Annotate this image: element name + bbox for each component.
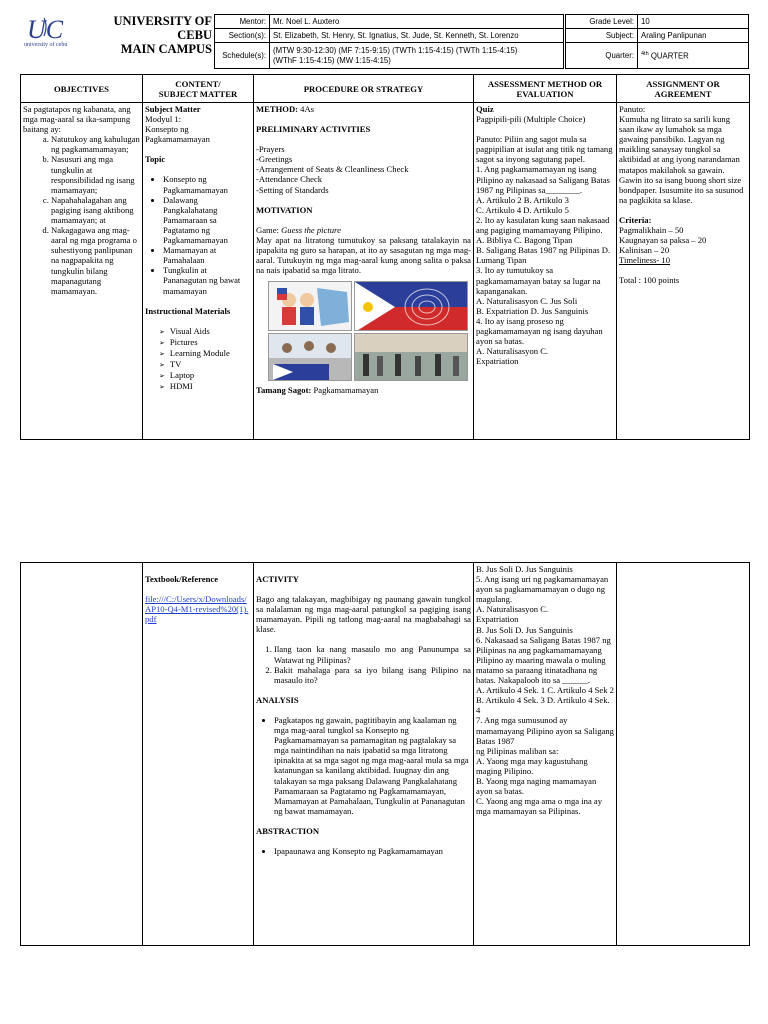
topic-item: • Tungkulin at Pananagutan ng bawat mamamayan — [163, 265, 251, 295]
objective-item: d. Nakagagawa ang mag-aaral ng mga programa o suhestiyong panlipunan na nagpapakita ng tungkulin bilang mapanagutang mamamayan. — [51, 225, 140, 296]
schedule-line2: (WThF 1:15-4:15) (MW 1:15-4:15) — [273, 55, 391, 65]
activity-label: ACTIVITY — [256, 574, 299, 584]
mentor-label: Mentor: — [215, 15, 270, 29]
quarter-sup: 4th — [641, 50, 649, 57]
question-7: 7. Ang mga sumusunod ay mamamayang Pilipino ayon sa Saligang Batas 1987 — [476, 715, 614, 746]
material-item: ➢ Learning Module — [159, 348, 251, 359]
content-header: CONTENT/ SUBJECT MATTER — [143, 75, 254, 103]
assignment-cell-continued — [617, 563, 750, 946]
procedure-cell-continued — [254, 563, 474, 946]
material-item: ➢ Visual Aids — [159, 326, 251, 337]
question-2-options-a: A. Bibliya C. Bagong Tipan — [476, 235, 573, 246]
analysis-list — [256, 715, 471, 816]
objective-item: c. Napahahalagahan ang pagiging isang aktibong mamamayan; at — [51, 195, 140, 225]
analysis-text: • Pagkatapos ng gawain, pagtitibayin ang kaalaman ng mga mag-aaral tungkol sa Konsepto ng Pagkamamamayan sa pamamagitan ng pagtalakay sa mga naintindihan na nais ipabatid sa mga litratong ipinakita at sa mga sagot ng mga mag-aaral mula sa mga katanungan sa kanilang aktibidad. Iuugnay din ang talakayan sa mga paksang Dalawang Pangkalahatang Pamamaraan sa Pagtatamo ng Pagkamamamayan, Mamamayan at Pamahalaan, Tungkulin at Pananagutan ng bawat mamamayan. — [274, 715, 471, 816]
material-item: ➢ Laptop — [159, 370, 251, 381]
prelim-item: -Attendance Check — [256, 174, 323, 185]
abstraction-list — [256, 846, 471, 856]
criteria-item: Timeliness- 10 — [619, 255, 671, 266]
materials-label: Instructional Materials — [145, 305, 231, 316]
materials-list — [145, 326, 251, 393]
objectives-intro: Sa pagtatapos ng kabanata, ang mga mag-aaral sa ika-sampung baitang ay: — [23, 104, 131, 135]
quarter-text: QUARTER — [648, 51, 689, 61]
question-1-options-a: A. Artikulo 2 B. Artikulo 3 — [476, 194, 569, 205]
objectives-list — [23, 134, 140, 296]
question-7-line2: ng Pilipinas maliban sa: — [476, 745, 559, 756]
question-4-options-a2: Expatriation — [476, 356, 519, 367]
abstraction-label: ABSTRACTION — [256, 825, 320, 836]
prelim-label: PRELIMINARY ACTIVITIES — [256, 124, 371, 135]
module-title: Konsepto ng Pagkamamamayan — [145, 124, 210, 145]
lesson-plan-table-2 — [20, 562, 750, 946]
question-5-options-a2: Expatriation — [476, 614, 519, 625]
procedure-header: PROCEDURE OR STRATEGY — [254, 75, 474, 103]
topic-item: • Dalawang Pangkalahatang Pamamaraan sa Pagtatamo ng Pagkamamamayan — [163, 195, 251, 245]
motivation-pictures — [268, 281, 471, 381]
picture-people-flag — [268, 333, 352, 381]
panuto-text: Kumuha ng litrato sa sarili kung saan ikaw ay lumahok sa mga gawaing pansibiko. Lagyan ng maikling sanaysay tungkol sa aktibidad at ang iyong narandaman matapos makilahok sa gawain. Gawin ito sa isang buong short size bondpaper. Isusumite ito sa susunod na pagkikita sa klase. — [619, 114, 744, 205]
total-points: Total : 100 points — [619, 275, 680, 286]
grade-label: Grade Level: — [566, 15, 638, 29]
objectives-cell-continued — [21, 563, 143, 946]
objective-item: b. Nasusuri ang mga tungkulin at responsibilidad ng isang mamamayan; — [51, 154, 140, 194]
university-name — [82, 14, 212, 56]
question-2: 2. Ito ay kasulatan kung saan nakasaad ang pagiging mamamayang Pilipino. — [476, 214, 610, 236]
assignment-cell — [617, 103, 750, 440]
question-3: 3. Ito ay tumutukoy sa pagkamamamayan batay sa lugar na kapanganakan. — [476, 265, 601, 296]
assignment-header: ASSIGNMENT OR AGREEMENT — [617, 75, 750, 103]
schedule-value — [270, 43, 564, 69]
method-line: METHOD: 4As — [256, 104, 315, 114]
question-4-options-b: B. Jus Soli D. Jus Sanguinis — [476, 564, 573, 574]
question-5: 5. Ang isang uri ng pagkamamamayan ayon sa pagkamamamayan o dugo ng magulang. — [476, 574, 609, 605]
question-6-line3: batas. Nakapaloob ito sa ______. — [476, 675, 591, 686]
game-line: Game: Guess the picture — [256, 224, 341, 235]
mentor-info-table — [214, 14, 564, 69]
picture-crowd — [354, 333, 468, 381]
criteria-item: Pagmalikhain – 50 — [619, 225, 684, 236]
question-6: 6. Nakasaad sa Saligang Batas 1987 ng Pilipinas na ang pagkamamamayang — [476, 634, 611, 655]
prelim-item: -Arrangement of Seats & Cleanliness Check — [256, 164, 409, 175]
activity-question: 2. Bakit mahalaga para sa iyo bilang isang Pilipino na masaulo ito? — [274, 665, 471, 685]
material-item: ➢ Pictures — [159, 337, 251, 348]
question-6-line2: Pilipino ay maaring mawala o muling matamo sa paraang itinatadhana ng — [476, 654, 606, 675]
question-3-options-a: A. Naturalisasyon C. Jus Soli — [476, 295, 578, 306]
question-5-options-b: B. Jus Soli D. Jus Sanguinis — [476, 624, 573, 635]
assessment-cell-continued — [474, 563, 617, 946]
lesson-plan-table-1 — [20, 74, 750, 440]
textbook-link[interactable]: file:///C:/Users/x/Downloads/AP10-Q4-M1-revised%20(1).pdf — [145, 594, 249, 625]
subject-label: Subject: — [566, 29, 638, 43]
motivation-label: MOTIVATION — [256, 204, 313, 215]
criteria-item: Kaugnayan sa paksa – 20 — [619, 235, 707, 246]
analysis-label: ANALYSIS — [256, 694, 299, 705]
question-6-options-1: A. Artikulo 4 Sek. 1 C. Artikulo 4 Sek 2 — [476, 685, 614, 696]
university-line2: MAIN CAMPUS — [120, 42, 212, 56]
prelim-item: -Setting of Standards — [256, 184, 329, 195]
motivation-text: May apat na litratong tumutukoy sa paksang tatalakayin na ipapakita ng guro sa harapan, at ito ay sasagutan ng mga mag-aaral. Tutukuyin ng mga mag-aaral kung anong salita o paksa na nais ipabatid sa mga litrato. — [256, 234, 471, 276]
subject-matter-label: Subject Matter — [145, 104, 201, 114]
assessment-cell — [474, 103, 617, 440]
content-cell — [143, 103, 254, 440]
answer-line: Tamang Sagot: Pagkamamamayan — [256, 385, 379, 396]
logo-letters: UC — [27, 15, 64, 44]
prelim-item: -Prayers — [256, 144, 285, 155]
procedure-cell — [254, 103, 474, 440]
question-1: 1. Ang pagkamamamayan ng isang Pilipino ay nakasaad sa Saligang Batas 1987 ng Pilipinas sa________. — [476, 164, 610, 195]
content-cell-continued — [143, 563, 254, 946]
question-6-options-2: B. Artikulo 4 Sek. 3 D. Artikulo 4 Sek. 4 — [476, 695, 610, 716]
material-item: ➢ HDMI — [159, 381, 251, 392]
quiz-instructions: Panuto: Piliin ang sagot mula sa pagpipilian at isulat ang titik ng tamang sagot sa inyong sagutang papel. — [476, 134, 613, 165]
quarter-value — [638, 43, 749, 69]
activity-questions — [256, 644, 471, 684]
topic-list — [145, 174, 251, 295]
assessment-header: ASSESSMENT METHOD OR EVALUATION — [474, 75, 617, 103]
picture-flag-fingerprint — [354, 281, 468, 331]
schedule-line1: (MTW 9:30-12:30) (MF 7:15-9:15) (TWTh 1:15-4:15) (TWTh 1:15-4:15) — [273, 45, 518, 55]
grade-value: 10 — [638, 15, 749, 29]
criteria-item: Kalinisan – 20 — [619, 245, 670, 256]
logo-subtext: university of cebu — [24, 42, 68, 48]
university-line1: UNIVERSITY OF CEBU — [113, 14, 212, 42]
subject-value: Araling Panlipunan — [638, 29, 749, 43]
topic-item: • Mamamayan at Pamahalaan — [163, 245, 251, 265]
topic-item: • Konsepto ng Pagkamamamayan — [163, 174, 251, 194]
question-4: 4. Ito ay isang proseso ng pagkamamamayan ng isang dayuhan ayon sa batas. — [476, 315, 603, 347]
activity-text: Bago ang talakayan, magbibigay ng paunang gawain tungkol sa nalalaman ng mga mag-aaral patungkol sa pagiging isang mamamayan. Pipili ng tatlong mag-aaral na magbabahagi sa klase. — [256, 594, 471, 635]
activity-question: 1. Ilang taon ka nang masaulo mo ang Panunumpa sa Watawat ng Pilipinas? — [274, 644, 471, 664]
university-logo — [22, 14, 82, 48]
material-item: ➢ TV — [159, 359, 251, 370]
panuto-label: Panuto: — [619, 104, 646, 114]
module-number: Modyul 1: — [145, 114, 182, 125]
prelim-item: -Greetings — [256, 154, 293, 165]
question-5-options-a: A. Naturalisasyon C. — [476, 604, 549, 615]
topic-label: Topic — [145, 154, 166, 165]
question-7-option-c: C. Yaong ang mga ama o mga ina ay mga mamamayan sa Pilipinas. — [476, 796, 603, 817]
picture-children-flag — [268, 281, 352, 331]
quarter-label: Quarter: — [566, 43, 638, 69]
criteria-label: Criteria: — [619, 214, 652, 225]
sections-value: St. Elizabeth, St. Henry, St. Ignatius, St. Jude, St. Kenneth, St. Lorenzo — [270, 29, 564, 43]
textbook-label: Textbook/Reference — [145, 574, 219, 584]
objective-item: a. Natutukoy ang kahulugan ng pagkamamamayan; — [51, 134, 140, 154]
question-1-options-c: C. Artikulo 4 D. Artikulo 5 — [476, 204, 569, 215]
objectives-cell — [21, 103, 143, 440]
question-4-options-a: A. Naturalisasyon C. — [476, 346, 549, 357]
question-7-option-b: B. Yaong mga naging mamamayan ayon sa batas. — [476, 775, 597, 797]
objectives-header: OBJECTIVES — [21, 75, 143, 103]
abstraction-text: • Ipapaunawa ang Konsepto ng Pagkamamamayan — [274, 846, 471, 856]
quiz-label: Quiz — [476, 104, 494, 114]
question-2-options-b: B. Saligang Batas 1987 ng Pilipinas D. Lumang Tipan — [476, 245, 611, 266]
question-7-option-a: A. Yaong mga may kagustuhang maging Pilipino. — [476, 755, 588, 776]
quiz-type: Pagpipili-pili (Multiple Choice) — [476, 114, 586, 125]
subject-info-table — [565, 14, 749, 69]
sections-label: Section(s): — [215, 29, 270, 43]
question-3-options-b: B. Expatriation D. Jus Sanguinis — [476, 305, 589, 316]
schedule-label: Schedule(s): — [215, 43, 270, 69]
mentor-value: Mr. Noel L. Auxtero — [270, 15, 564, 29]
